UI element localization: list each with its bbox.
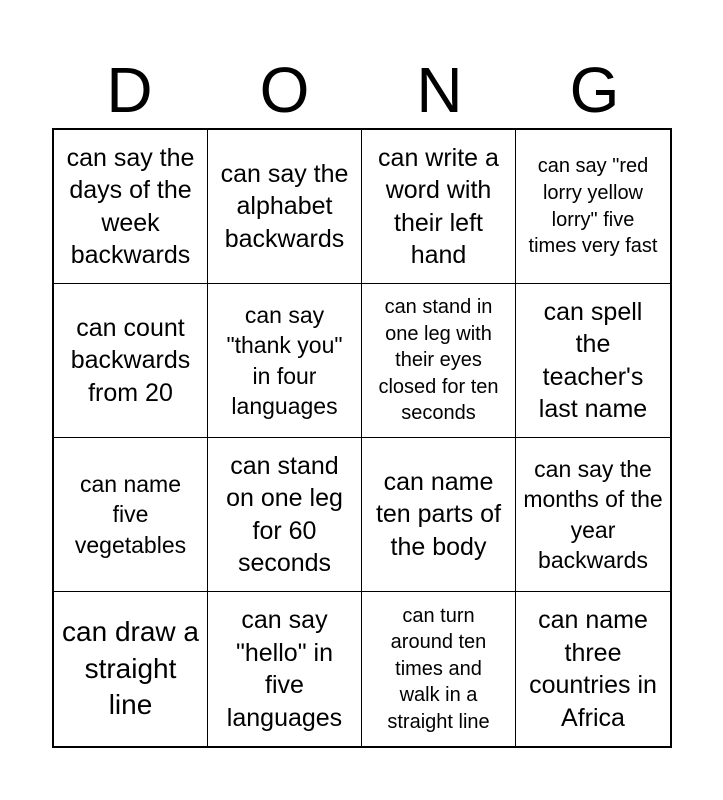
bingo-board [52,128,672,748]
cell-text: can write a word with their left hand [378,143,499,269]
cell-text: can say "thank you" in four languages [226,301,343,419]
cell-text: can spell the teacher's last name [538,297,648,423]
cell-text: can name ten parts of the body [375,467,502,561]
bingo-cell[interactable] [362,130,516,284]
cell-text: can say the days of the week backwards [66,143,195,269]
bingo-cell[interactable] [54,284,208,438]
cell-text: can turn around ten times and walk in a straight line [387,604,490,733]
header-letter-g: G [569,54,620,126]
cell-text: can say the alphabet backwards [220,159,349,253]
bingo-cell[interactable] [362,438,516,592]
bingo-cell[interactable] [208,438,362,592]
cell-text: can stand in one leg with their eyes closed for ten seconds [378,296,499,425]
bingo-cell[interactable] [516,438,670,592]
header-letter-o: O [259,54,310,126]
cell-text: can say "red lorry yellow lorry" five times very fast [528,155,658,258]
cell-text: can stand on one leg for 60 seconds [226,451,343,577]
bingo-cell[interactable] [516,284,670,438]
bingo-cell[interactable] [516,592,670,746]
bingo-header [52,52,672,128]
header-letter-n: N [416,54,463,126]
bingo-cell[interactable] [54,592,208,746]
bingo-cell[interactable] [208,284,362,438]
bingo-cell[interactable] [362,284,516,438]
cell-text: can say the months of the year backwards [523,455,663,573]
bingo-cell[interactable] [516,130,670,284]
bingo-cell[interactable] [54,130,208,284]
cell-text: can count backwards from 20 [70,313,191,407]
bingo-cell[interactable] [54,438,208,592]
header-letter-d: D [106,54,153,126]
cell-text: can name five vegetables [74,470,187,558]
bingo-cell[interactable] [208,592,362,746]
cell-text: can draw a straight line [62,615,199,721]
bingo-cell[interactable] [208,130,362,284]
cell-text: can say "hello" in five languages [226,606,343,732]
cell-text: can name three countries in Africa [529,606,657,732]
bingo-cell[interactable] [362,592,516,746]
